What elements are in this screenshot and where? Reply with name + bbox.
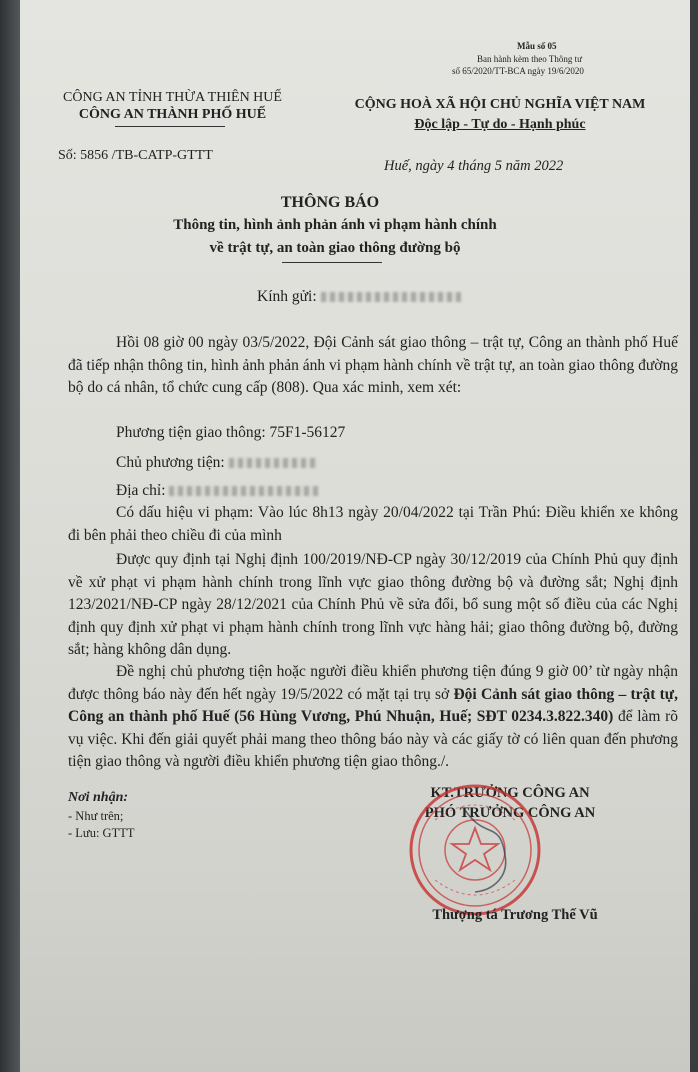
owner-label: Chủ phương tiện: xyxy=(116,454,225,471)
form-issued-line2: số 65/2020/TT-BCA ngày 19/6/2020 xyxy=(452,66,584,76)
request-text-b: để làm rõ vụ việc. Khi đến giải quyết phải mang theo thông báo này và các giấy tờ có liên quan đến phương tiện giao thông và người điều khiển phương tiện giao thông./. xyxy=(68,708,678,770)
vehicle-line: Phương tiện giao thông: 75F1-56127 xyxy=(116,424,346,441)
request-office: Đội Cảnh sát giao thông – trật tự, Công an thành phố Huế (56 Hùng Vương, Phú Nhuận, Huế; SĐT 0234.3.822.340) xyxy=(68,685,678,725)
document-number: Số: 5856 /TB-CATP-GTTT xyxy=(58,148,213,163)
notice-subtitle-1: Thông tin, hình ảnh phản ánh vi phạm hành chính xyxy=(173,217,497,233)
place-date: Huế, ngày 4 tháng 5 năm 2022 xyxy=(384,158,564,174)
paragraph-request xyxy=(68,661,678,774)
receiver-1: - Như trên; xyxy=(68,809,124,823)
receiver-2: - Lưu: GTTT xyxy=(68,826,135,840)
owner-redacted xyxy=(229,458,319,468)
official-seal-icon xyxy=(405,780,545,920)
recipient-label: Kính gửi: xyxy=(257,288,317,305)
sign-title-2: PHÓ TRƯỞNG CÔNG AN xyxy=(424,805,596,821)
heading-underline xyxy=(282,262,382,263)
paragraph-violation: Có dấu hiệu vi phạm: Vào lúc 8h13 ngày 20/04/2022 tại Trần Phú: Điều khiển xe không đi bên phải theo chiều đi của mình xyxy=(68,504,678,544)
form-issued-line1: Ban hành kèm theo Thông tư xyxy=(477,54,582,64)
address-redacted xyxy=(169,486,319,496)
signer-name: Thượng tá Trương Thế Vũ xyxy=(432,907,598,923)
agency-name: CÔNG AN THÀNH PHỐ HUẾ xyxy=(78,107,267,122)
nation-motto: Độc lập - Tự do - Hạnh phúc xyxy=(414,117,586,132)
paragraph-intro: Hồi 08 giờ 00 ngày 03/5/2022, Đội Cảnh sát giao thông – trật tự, Công an thành phố Huế đã tiếp nhận thông tin, hình ảnh phản ánh vi phạm hành chính về trật tự, an toàn giao thông đường bộ do cá nhân, tổ chức cung cấp (808). Qua xác minh, xem xét: xyxy=(68,334,678,396)
notice-title: THÔNG BÁO xyxy=(280,194,380,211)
agency-parent: CÔNG AN TỈNH THỪA THIÊN HUẾ xyxy=(63,90,282,105)
request-text-a: Đề nghị chủ phương tiện hoặc người điều khiển phương tiện đúng 9 giờ 00’ từ ngày nhận được thông báo này đến hết ngày 19/5/2022 có mặt tại trụ sở xyxy=(68,663,678,703)
paragraph-legal-basis: Được quy định tại Nghị định 100/2019/NĐ-CP ngày 30/12/2019 của Chính Phủ quy định về xử phạt vi phạm hành chính trong lĩnh vực giao thông đường bộ và đường sắt; Nghị định 123/2021/NĐ-CP ngày 28/12/2021 của Chính Phủ về sửa đổi, bổ sung một số điều của các Nghị định quy định xử phạt vi phạm hành chính trong lĩnh vực hàng hải; giao thông đường bộ, đường sắt; hàng không dân dụng. xyxy=(68,551,678,658)
recipient-redacted xyxy=(321,292,461,302)
document-page xyxy=(20,0,690,1072)
background-edge xyxy=(0,0,20,1072)
recipient-line xyxy=(257,286,461,309)
form-number: Mẫu số 05 xyxy=(517,41,557,51)
sign-title-1: KT.TRƯỞNG CÔNG AN xyxy=(430,785,590,801)
nation-title: CỘNG HOÀ XÃ HỘI CHỦ NGHĨA VIỆT NAM xyxy=(354,97,646,112)
owner-line xyxy=(116,452,319,475)
address-line xyxy=(116,480,319,503)
agency-underline xyxy=(115,126,225,127)
address-label: Địa chỉ: xyxy=(116,482,166,499)
notice-subtitle-2: về trật tự, an toàn giao thông đường bộ xyxy=(209,240,461,256)
receivers-title: Nơi nhận: xyxy=(68,790,129,805)
